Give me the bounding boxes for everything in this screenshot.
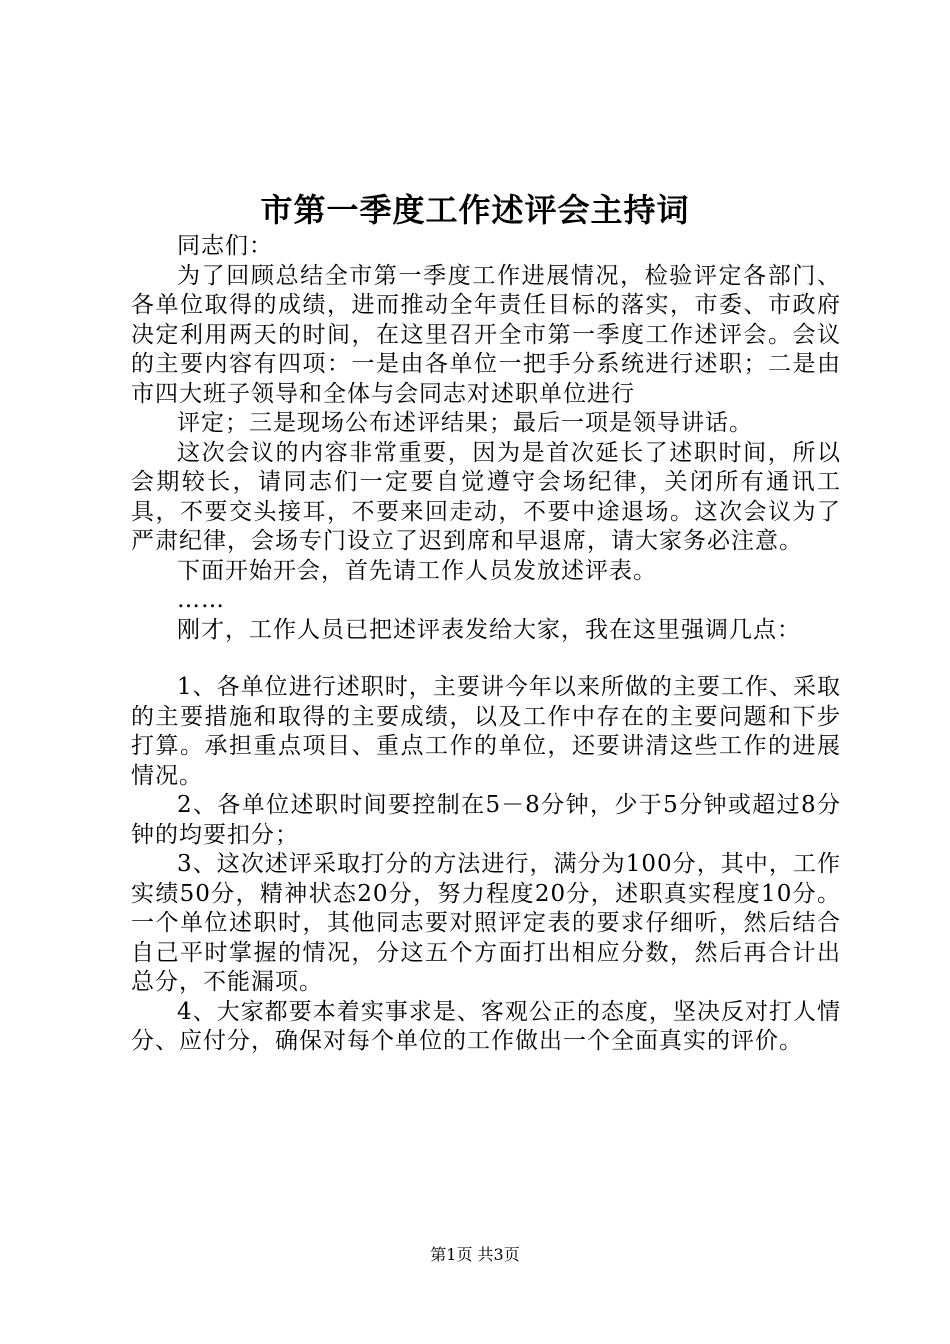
- document-body: [131, 232, 841, 1057]
- point-4-paragraph: 4、大家都要本着实事求是、客观公正的态度，坚决反对打人情分、应付分，确保对每个单位的工作做出一个全面真实的评价。: [131, 998, 841, 1054]
- distribute-forms-paragraph: 下面开始开会，首先请工作人员发放述评表。: [177, 557, 657, 584]
- point-3-paragraph: 3、这次述评采取打分的方法进行，满分为100分，其中，工作实绩50分，精神状态20分，努力程度20分，述职真实程度10分。一个单位述职时，其他同志要对照评定表的要求仔细听，然后结合自己平时掌握的情况，分这五个方面打出相应分数，然后再合计出总分，不能漏项。: [131, 851, 841, 995]
- point-2-paragraph: 2、各单位述职时间要控制在5－8分钟，少于5分钟或超过8分钟的均要扣分；: [131, 792, 841, 848]
- document-title: 市第一季度工作述评会主持词: [260, 191, 690, 229]
- intro-paragraph: 为了回顾总结全市第一季度工作进展情况，检验评定各部门、各单位取得的成绩，进而推动全年责任目标的落实，市委、市政府决定利用两天的时间，在这里召开全市第一季度工作述评会。会议的主要内容有四项：一是由各单位一把手分系统进行述职；二是由市四大班子领导和全体与会同志对述职单位进行: [131, 262, 841, 407]
- page-footer: 第1页 共3页: [430, 1245, 520, 1264]
- agenda-continuation-paragraph: 评定；三是现场公布述评结果；最后一项是领导讲话。: [177, 410, 753, 436]
- ellipsis-paragraph: ……: [177, 587, 225, 613]
- greeting-paragraph: 同志们：: [177, 233, 273, 259]
- point-1-paragraph: 1、各单位进行述职时，主要讲今年以来所做的主要工作、采取的主要措施和取得的主要成绩，以及工作中存在的主要问题和下步打算。承担重点项目、重点工作的单位，还要讲清这些工作的进展情况。: [131, 674, 841, 789]
- emphasis-intro-paragraph: 刚才，工作人员已把述评表发给大家，我在这里强调几点：: [177, 616, 801, 643]
- discipline-paragraph: 这次会议的内容非常重要，因为是首次延长了述职时间，所以会期较长，请同志们一定要自觉遵守会场纪律，关闭所有通讯工具，不要交头接耳，不要来回走动，不要中途退场。这次会议为了严肃纪律，会场专门设立了迟到席和早退席，请大家务必注意。: [131, 439, 841, 554]
